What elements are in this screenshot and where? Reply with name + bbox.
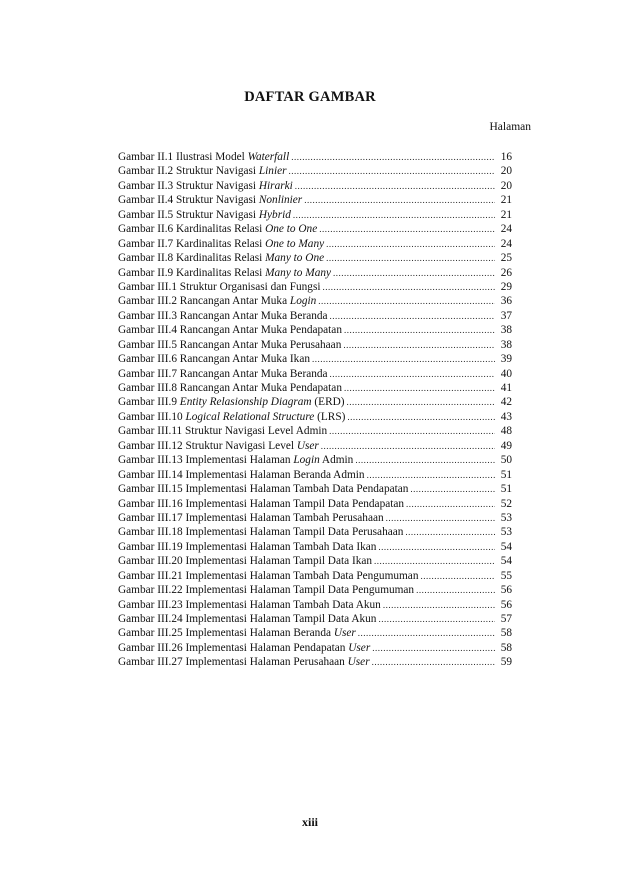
figure-list-item[interactable]	[118, 251, 512, 265]
figure-caption	[118, 381, 342, 395]
figure-page-number: 42	[500, 396, 512, 409]
page-column-header: Halaman	[489, 121, 531, 133]
caption-text: Gambar III.5 Rancangan Antar Muka Perusahaan	[118, 338, 342, 351]
figure-list-item[interactable]	[118, 338, 512, 352]
figure-caption	[118, 352, 310, 366]
caption-text: Gambar III.3 Rancangan Antar Muka Beranda	[118, 309, 328, 322]
figure-list-item[interactable]	[118, 222, 512, 236]
dot-leader	[321, 439, 495, 453]
figure-page-number: 21	[500, 194, 512, 207]
caption-text: Gambar III.4 Rancangan Antar Muka Pendapatan	[118, 324, 342, 337]
caption-italic-term: Hirarki	[258, 179, 293, 192]
dot-leader	[355, 453, 495, 467]
dot-leader	[372, 655, 495, 669]
figure-list-item[interactable]	[118, 583, 512, 597]
dot-leader	[344, 381, 495, 395]
figure-page-number: 16	[500, 151, 512, 163]
figure-page-number: 43	[500, 410, 512, 423]
figure-caption	[118, 193, 302, 207]
caption-text: Gambar II.1 Ilustrasi Model	[118, 151, 248, 163]
dot-leader	[330, 367, 495, 381]
figure-list-item[interactable]	[118, 164, 512, 178]
figure-page-number: 53	[500, 526, 512, 539]
figure-caption	[118, 554, 372, 568]
dot-leader	[344, 323, 495, 337]
figure-page-number: 48	[500, 425, 512, 438]
figure-list-item[interactable]	[118, 482, 512, 496]
figure-page-number: 41	[500, 382, 512, 394]
figure-caption	[118, 164, 287, 178]
caption-text: Gambar III.24 Implementasi Halaman Tampil Data Akun	[118, 613, 377, 625]
caption-text: Gambar III.9	[118, 396, 180, 409]
dot-leader	[347, 395, 495, 409]
figure-page-number: 29	[500, 280, 512, 293]
caption-text: Gambar III.18 Implementasi Halaman Tampil Data Perusahaan	[118, 526, 404, 539]
caption-italic-term: Login	[289, 295, 317, 308]
figure-caption	[118, 583, 414, 597]
caption-text: Gambar III.20 Implementasi Halaman Tampil Data Ikan	[118, 555, 373, 568]
caption-italic-term: Many to One	[265, 252, 325, 265]
caption-italic-term: Waterfall	[247, 151, 290, 163]
caption-text: Gambar III.17 Implementasi Halaman Tambah Perusahaan	[118, 511, 384, 524]
caption-italic-term: Linier	[258, 165, 287, 178]
figure-caption	[118, 598, 381, 612]
dot-leader	[304, 193, 495, 207]
dot-leader	[293, 208, 495, 222]
figure-caption	[118, 237, 324, 251]
figure-page-number: 38	[500, 338, 512, 351]
figure-caption	[118, 338, 341, 352]
dot-leader	[406, 497, 495, 511]
figure-list-item[interactable]	[118, 208, 512, 222]
caption-text: Gambar III.7 Rancangan Antar Muka Beranda	[118, 367, 328, 380]
figure-list-item[interactable]	[118, 468, 512, 482]
caption-text: Gambar II.6 Kardinalitas Relasi	[118, 223, 266, 236]
figure-page-number: 49	[500, 439, 512, 452]
figure-list-item[interactable]	[118, 626, 512, 640]
figure-page-number: 36	[500, 295, 512, 308]
figure-page-number: 58	[500, 627, 512, 640]
figure-caption	[118, 367, 328, 381]
caption-text: Gambar III.15 Implementasi Halaman Tambah Data Pendapatan	[118, 483, 409, 496]
caption-text: Gambar II.2 Struktur Navigasi	[118, 165, 259, 178]
figure-page-number: 56	[500, 584, 512, 597]
figure-caption	[118, 655, 370, 669]
caption-text: Gambar III.13 Implementasi Halaman	[118, 454, 294, 467]
figure-caption	[118, 323, 342, 337]
dot-leader	[378, 540, 495, 554]
caption-text: Gambar III.14 Implementasi Halaman Beranda Admin	[118, 468, 365, 481]
figure-page-number: 21	[500, 208, 512, 221]
dot-leader	[347, 410, 495, 424]
figure-list-item[interactable]	[118, 309, 512, 323]
caption-text: Gambar III.12 Struktur Navigasi Level	[118, 439, 297, 452]
caption-text: Gambar II.3 Struktur Navigasi	[118, 179, 259, 192]
caption-text: Gambar III.8 Rancangan Antar Muka Pendapatan	[118, 382, 342, 394]
dot-leader	[319, 222, 495, 236]
dot-leader	[289, 164, 496, 178]
figure-list-item[interactable]	[118, 554, 512, 568]
figure-list-item[interactable]	[118, 150, 512, 164]
dot-leader	[291, 150, 495, 164]
figure-list-item[interactable]	[118, 641, 512, 655]
caption-text: Gambar III.25 Implementasi Halaman Beranda	[118, 627, 334, 640]
figure-list-item[interactable]	[118, 193, 512, 207]
caption-italic-term: User	[347, 656, 370, 669]
figure-list-item[interactable]	[118, 569, 512, 583]
caption-text: Gambar III.6 Rancangan Antar Muka Ikan	[118, 353, 310, 366]
figure-caption	[118, 525, 403, 539]
dot-leader	[378, 612, 495, 626]
caption-italic-term: User	[296, 439, 319, 452]
figure-list-item[interactable]	[118, 280, 512, 294]
caption-text: Gambar III.10	[118, 410, 186, 423]
page-title: DAFTAR GAMBAR	[244, 89, 376, 105]
dot-leader	[372, 641, 495, 655]
caption-text: Gambar II.5 Struktur Navigasi	[118, 208, 259, 221]
dot-leader	[329, 424, 495, 438]
caption-text: Gambar III.21 Implementasi Halaman Tambah Data Pengumuman	[118, 569, 419, 582]
figure-caption	[118, 395, 345, 409]
page-number: xiii	[301, 815, 318, 829]
caption-text: Gambar III.11 Struktur Navigasi Level Admin	[118, 425, 328, 438]
caption-text: Gambar III.26 Implementasi Halaman Pendapatan	[118, 641, 349, 654]
figure-page-number: 55	[500, 569, 512, 582]
figure-list-item[interactable]	[118, 266, 512, 280]
caption-suffix: Admin	[319, 454, 354, 467]
figure-caption	[118, 150, 289, 164]
caption-italic-term: Nonlinier	[258, 194, 303, 207]
figure-page-number: 59	[500, 656, 512, 669]
figure-list-item[interactable]	[118, 424, 512, 438]
figure-caption	[118, 626, 356, 640]
caption-text: Gambar III.16 Implementasi Halaman Tampil Data Pendapatan	[118, 497, 405, 510]
figure-caption	[118, 294, 316, 308]
figure-list-item[interactable]	[118, 598, 512, 612]
figure-caption	[118, 179, 293, 193]
figure-page-number: 39	[500, 353, 512, 366]
figure-page-number: 26	[500, 266, 512, 279]
figure-caption	[118, 266, 331, 280]
dot-leader	[416, 583, 495, 597]
figure-list	[118, 150, 512, 670]
caption-text: Gambar II.7 Kardinalitas Relasi	[118, 237, 266, 250]
figure-caption	[118, 251, 324, 265]
figure-list-item[interactable]	[118, 439, 512, 453]
caption-text: Gambar III.23 Implementasi Halaman Tambah Data Akun	[118, 598, 381, 611]
figure-list-item[interactable]	[118, 395, 512, 409]
figure-page-number: 54	[500, 540, 512, 553]
figure-caption	[118, 453, 353, 467]
caption-suffix: (ERD)	[311, 396, 345, 409]
figure-page-number: 51	[500, 468, 512, 481]
figure-list-item[interactable]	[118, 525, 512, 539]
dot-leader	[367, 468, 495, 482]
dot-leader	[326, 251, 495, 265]
dot-leader	[386, 511, 495, 525]
figure-list-item[interactable]	[118, 237, 512, 251]
figure-page-number: 53	[500, 511, 512, 524]
figure-page-number: 50	[500, 454, 512, 467]
caption-italic-term: Logical Relational Structure	[185, 410, 315, 423]
figure-caption	[118, 569, 418, 583]
dot-leader	[295, 179, 495, 193]
figure-caption	[118, 511, 384, 525]
figure-list-item[interactable]	[118, 612, 512, 626]
dot-leader	[326, 237, 495, 251]
dot-leader	[343, 338, 495, 352]
figure-page-number: 57	[500, 613, 512, 625]
caption-text: Gambar III.1 Struktur Organisasi dan Fungsi	[118, 280, 321, 293]
figure-list-item[interactable]	[118, 453, 512, 467]
caption-text: Gambar III.2 Rancangan Antar Muka	[118, 295, 290, 308]
dot-leader	[383, 598, 495, 612]
figure-page-number: 20	[500, 179, 512, 192]
figure-list-item[interactable]	[118, 511, 512, 525]
dot-leader	[322, 280, 495, 294]
dot-leader	[330, 309, 495, 323]
figure-page-number: 37	[500, 309, 512, 322]
figure-caption	[118, 540, 376, 554]
caption-text: Gambar II.8 Kardinalitas Relasi	[118, 252, 266, 265]
figure-list-item[interactable]	[118, 410, 512, 424]
figure-caption	[118, 482, 408, 496]
figure-caption	[118, 641, 370, 655]
caption-italic-term: Entity Relasionship Diagram	[179, 396, 312, 409]
dot-leader	[420, 569, 495, 583]
figure-page-number: 25	[500, 252, 512, 265]
figure-caption	[118, 439, 319, 453]
caption-italic-term: Many to Many	[265, 266, 332, 279]
figure-caption	[118, 612, 376, 626]
figure-page-number: 54	[500, 555, 512, 568]
caption-suffix: (LRS)	[314, 410, 346, 423]
figure-caption	[118, 424, 327, 438]
figure-page-number: 40	[500, 367, 512, 380]
dot-leader	[405, 525, 495, 539]
figure-caption	[118, 280, 320, 294]
figure-list-item[interactable]	[118, 179, 512, 193]
figure-list-item[interactable]	[118, 497, 512, 511]
figure-caption	[118, 497, 404, 511]
figure-caption	[118, 410, 345, 424]
figure-list-item[interactable]	[118, 381, 512, 395]
figure-caption	[118, 468, 365, 482]
figure-page-number: 51	[500, 483, 512, 496]
caption-text: Gambar III.22 Implementasi Halaman Tampil Data Pengumuman	[118, 584, 415, 597]
figure-page-number: 20	[500, 165, 512, 178]
figure-caption	[118, 208, 291, 222]
dot-leader	[358, 626, 495, 640]
figure-caption	[118, 222, 317, 236]
figure-list-item[interactable]	[118, 323, 512, 337]
figure-list-item[interactable]	[118, 367, 512, 381]
figure-page-number: 24	[500, 223, 512, 236]
figure-list-item[interactable]	[118, 655, 512, 669]
figure-list-item[interactable]	[118, 352, 512, 366]
caption-italic-term: Login	[293, 454, 320, 467]
dot-leader	[318, 294, 495, 308]
caption-italic-term: User	[348, 641, 371, 654]
dot-leader	[312, 352, 495, 366]
figure-caption	[118, 309, 328, 323]
figure-list-item[interactable]	[118, 294, 512, 308]
caption-text: Gambar III.19 Implementasi Halaman Tambah Data Ikan	[118, 540, 377, 553]
figure-page-number: 52	[500, 497, 512, 510]
caption-text: Gambar II.9 Kardinalitas Relasi	[118, 266, 266, 279]
caption-italic-term: One to One	[265, 223, 318, 236]
caption-italic-term: User	[333, 627, 356, 640]
caption-italic-term: Hybrid	[258, 208, 291, 221]
caption-italic-term: One to Many	[265, 237, 325, 250]
dot-leader	[374, 554, 495, 568]
figure-list-item[interactable]	[118, 540, 512, 554]
caption-text: Gambar II.4 Struktur Navigasi	[118, 194, 259, 207]
figure-page-number: 56	[500, 598, 512, 611]
figure-page-number: 24	[500, 237, 512, 250]
dot-leader	[410, 482, 495, 496]
caption-text: Gambar III.27 Implementasi Halaman Perusahaan	[118, 656, 348, 669]
figure-page-number: 58	[500, 641, 512, 654]
figure-page-number: 38	[500, 324, 512, 337]
dot-leader	[333, 266, 495, 280]
